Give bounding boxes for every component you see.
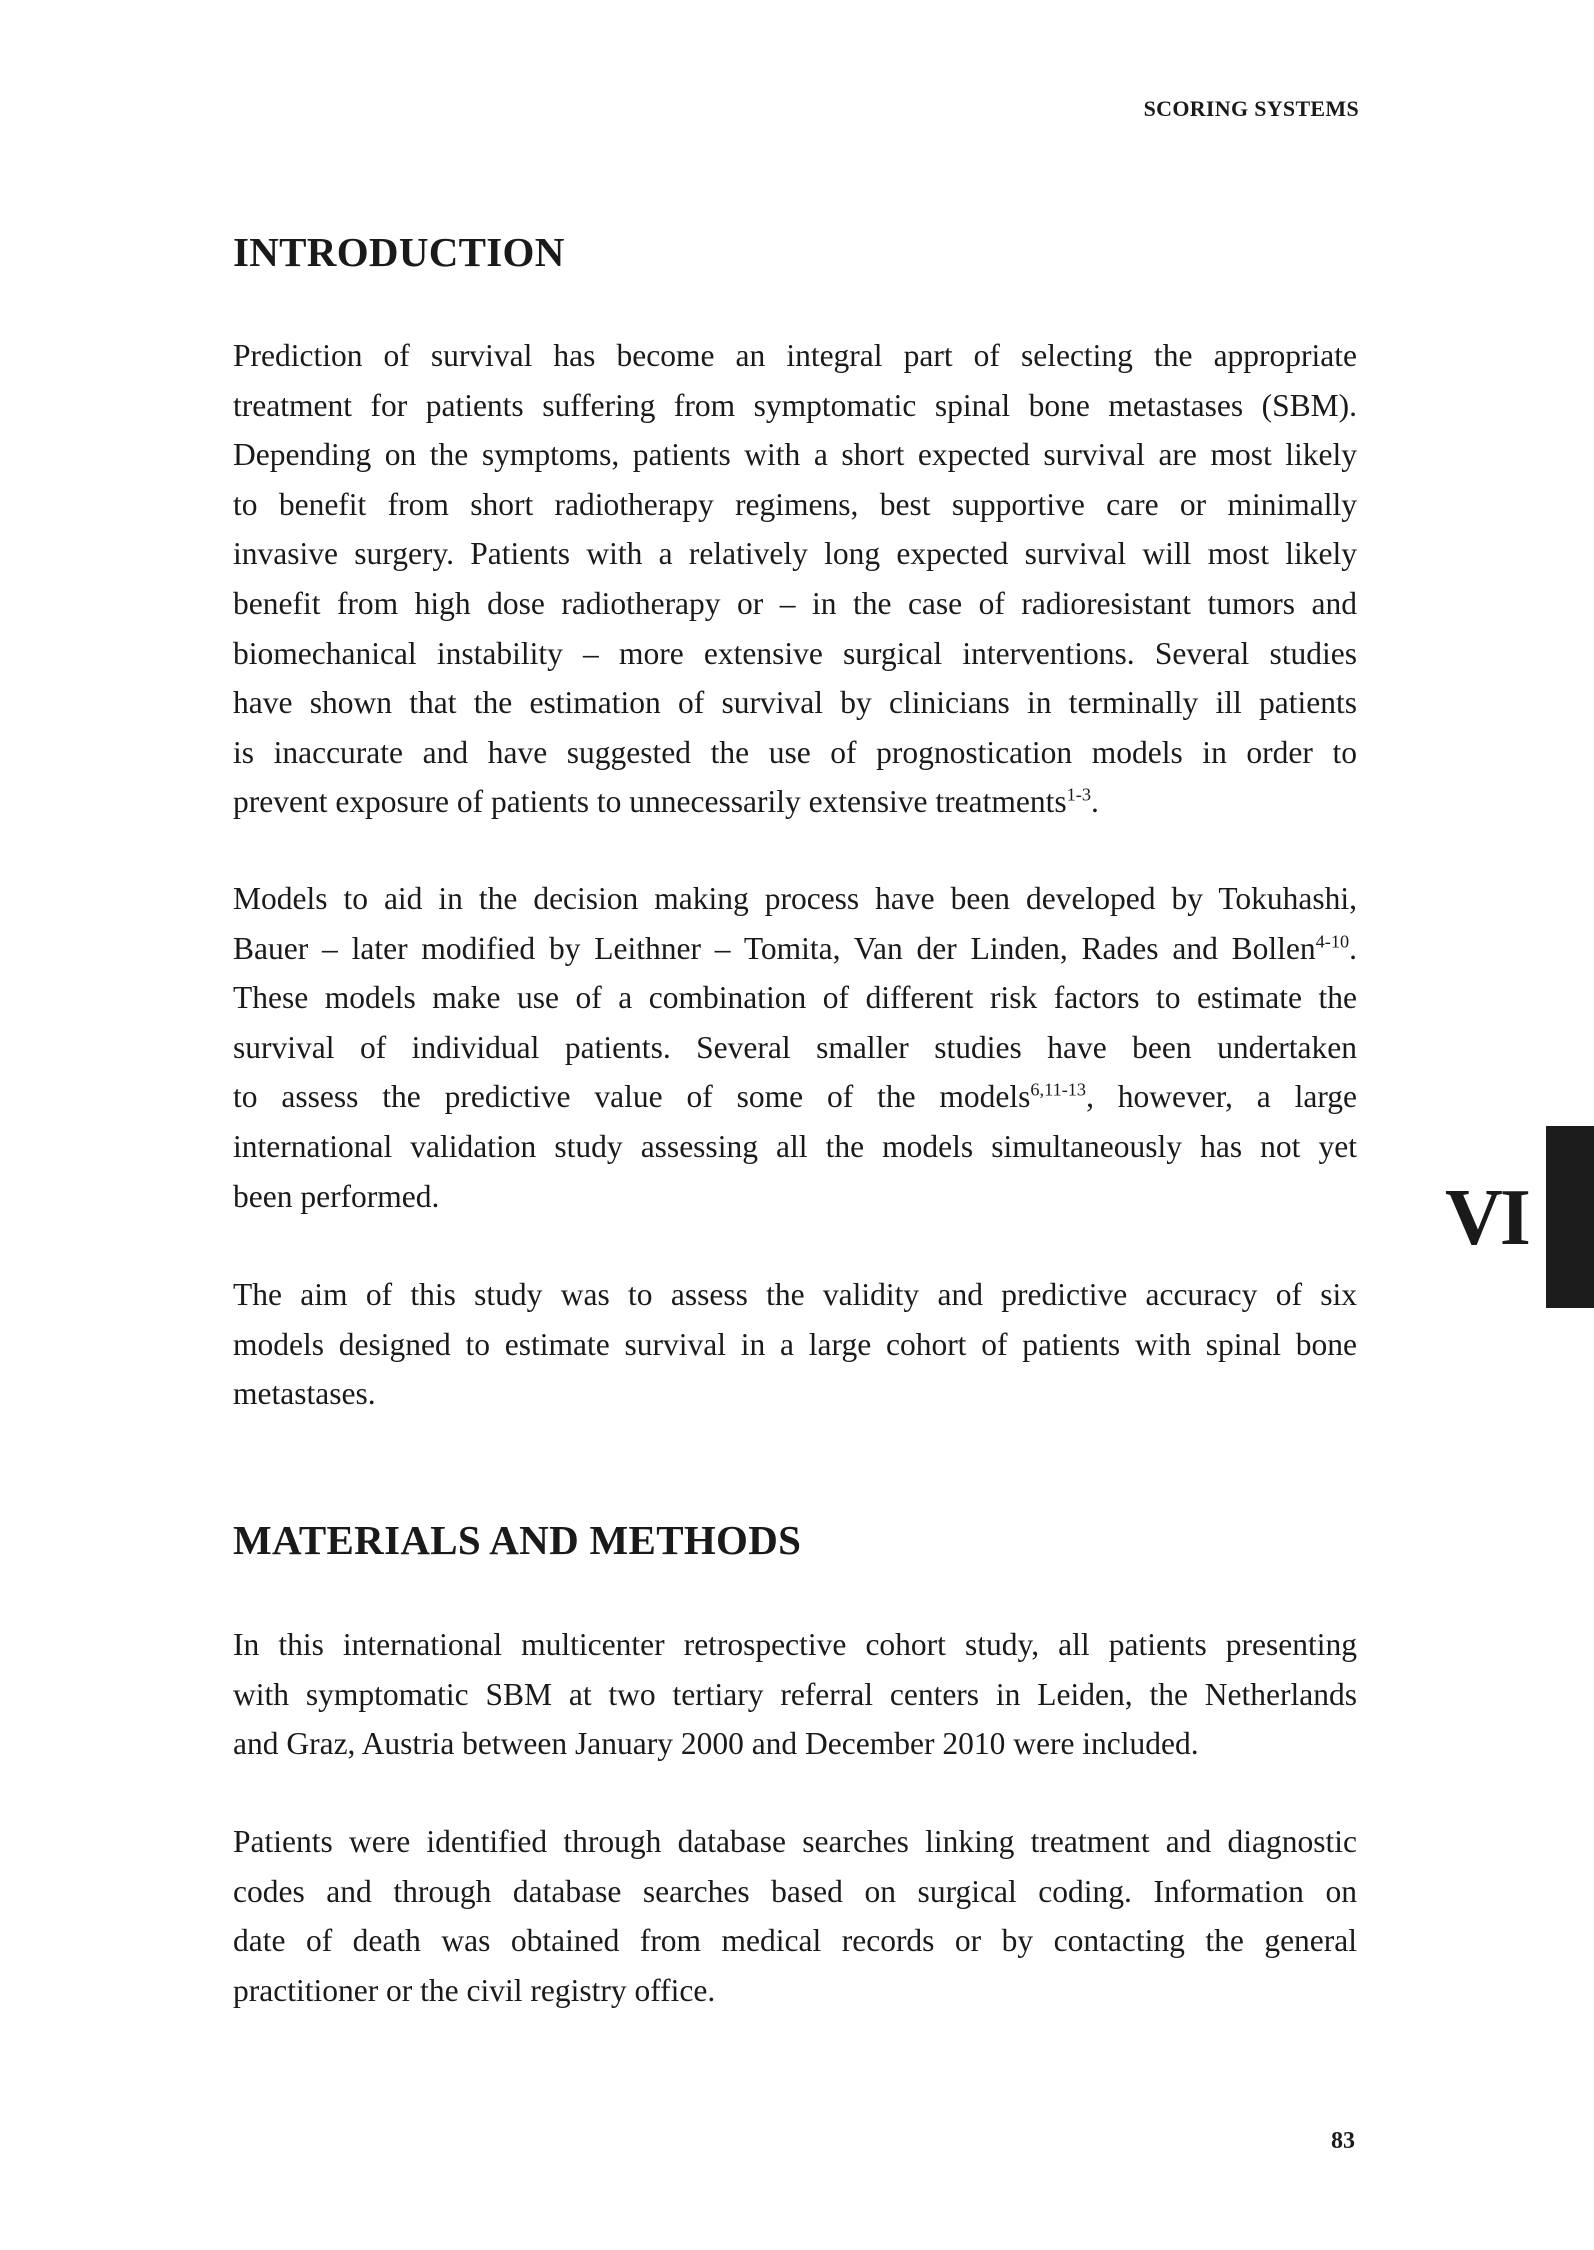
paragraph-methods-1: [233, 1620, 1357, 1769]
citation-superscript: 1-3: [1066, 785, 1091, 806]
citation-superscript: 6,11-13: [1030, 1080, 1087, 1101]
text-line: practitioner or the civil registry office.: [233, 1972, 716, 2008]
paragraph-methods-2: [233, 1817, 1357, 2015]
text-line: is inaccurate and have suggested the use of prognostication models in order to: [233, 734, 1357, 770]
line-text-after: .: [1090, 784, 1099, 820]
text-line: [233, 1072, 1357, 1122]
text-line: Prediction of survival has become an integral part of selecting the appropriate: [233, 338, 1357, 373]
text-line: treatment for patients suffering from symptomatic spinal bone metastases (SBM).: [233, 387, 1357, 423]
section-heading-introduction: INTRODUCTION: [233, 229, 565, 275]
text-line: In this international multicenter retrospective cohort study, all patients presenting: [233, 1627, 1357, 1662]
paragraph-intro-3: [233, 1270, 1357, 1419]
paragraph-intro-1: [233, 331, 1357, 827]
line-text-after: , however, a large: [1086, 1079, 1357, 1115]
text-line: metastases.: [233, 1376, 376, 1412]
line-text: prevent exposure of patients to unnecessarily extensive treatments: [233, 784, 1067, 820]
text-line: biomechanical instability – more extensive surgical interventions. Several studies: [233, 635, 1357, 671]
paragraph-intro-2: [233, 874, 1357, 1221]
text-line: date of death was obtained from medical records or by contacting the general: [233, 1923, 1357, 1959]
text-line: Patients were identified through database searches linking treatment and diagnostic: [233, 1824, 1357, 1859]
text-line: benefit from high dose radiotherapy or – in the case of radioresistant tumors and: [233, 585, 1357, 621]
text-line: international validation study assessing all the models simultaneously has not yet: [233, 1128, 1357, 1164]
text-line: These models make use of a combination of different risk factors to estimate the: [233, 980, 1357, 1016]
text-line: to benefit from short radiotherapy regimens, best supportive care or minimally: [233, 486, 1357, 522]
chapter-thumb-tab: [1546, 1126, 1594, 1308]
text-line: codes and through database searches based on surgical coding. Information on: [233, 1873, 1357, 1909]
section-heading-materials-and-methods: MATERIALS AND METHODS: [233, 1517, 802, 1563]
text-line: have shown that the estimation of survival by clinicians in terminally ill patients: [233, 685, 1357, 721]
text-line: been performed.: [233, 1178, 440, 1214]
text-line: [233, 777, 1357, 827]
line-text: to assess the predictive value of some of the models: [233, 1079, 1031, 1115]
text-line: survival of individual patients. Several smaller studies have been undertaken: [233, 1029, 1357, 1065]
citation-superscript: 4-10: [1315, 931, 1350, 952]
text-line: Depending on the symptoms, patients with a short expected survival are most likely: [233, 437, 1357, 473]
text-line: Models to aid in the decision making process have been developed by Tokuhashi,: [233, 881, 1357, 916]
line-text-after: .: [1349, 930, 1357, 966]
text-line: and Graz, Austria between January 2000 and December 2010 were included.: [233, 1726, 1199, 1762]
text-line: models designed to estimate survival in a large cohort of patients with spinal bone: [233, 1326, 1357, 1362]
chapter-numeral: VI: [1445, 1174, 1528, 1262]
text-line: invasive surgery. Patients with a relatively long expected survival will most likely: [233, 536, 1357, 572]
text-line: The aim of this study was to assess the validity and predictive accuracy of six: [233, 1277, 1357, 1312]
text-line: with symptomatic SBM at two tertiary referral centers in Leiden, the Netherlands: [233, 1676, 1357, 1712]
page-number: 83: [1331, 2128, 1355, 2154]
text-line: [233, 924, 1357, 974]
running-head: SCORING SYSTEMS: [1143, 96, 1359, 121]
line-text: Bauer – later modified by Leithner – Tomita, Van der Linden, Rades and Bollen: [233, 930, 1316, 966]
